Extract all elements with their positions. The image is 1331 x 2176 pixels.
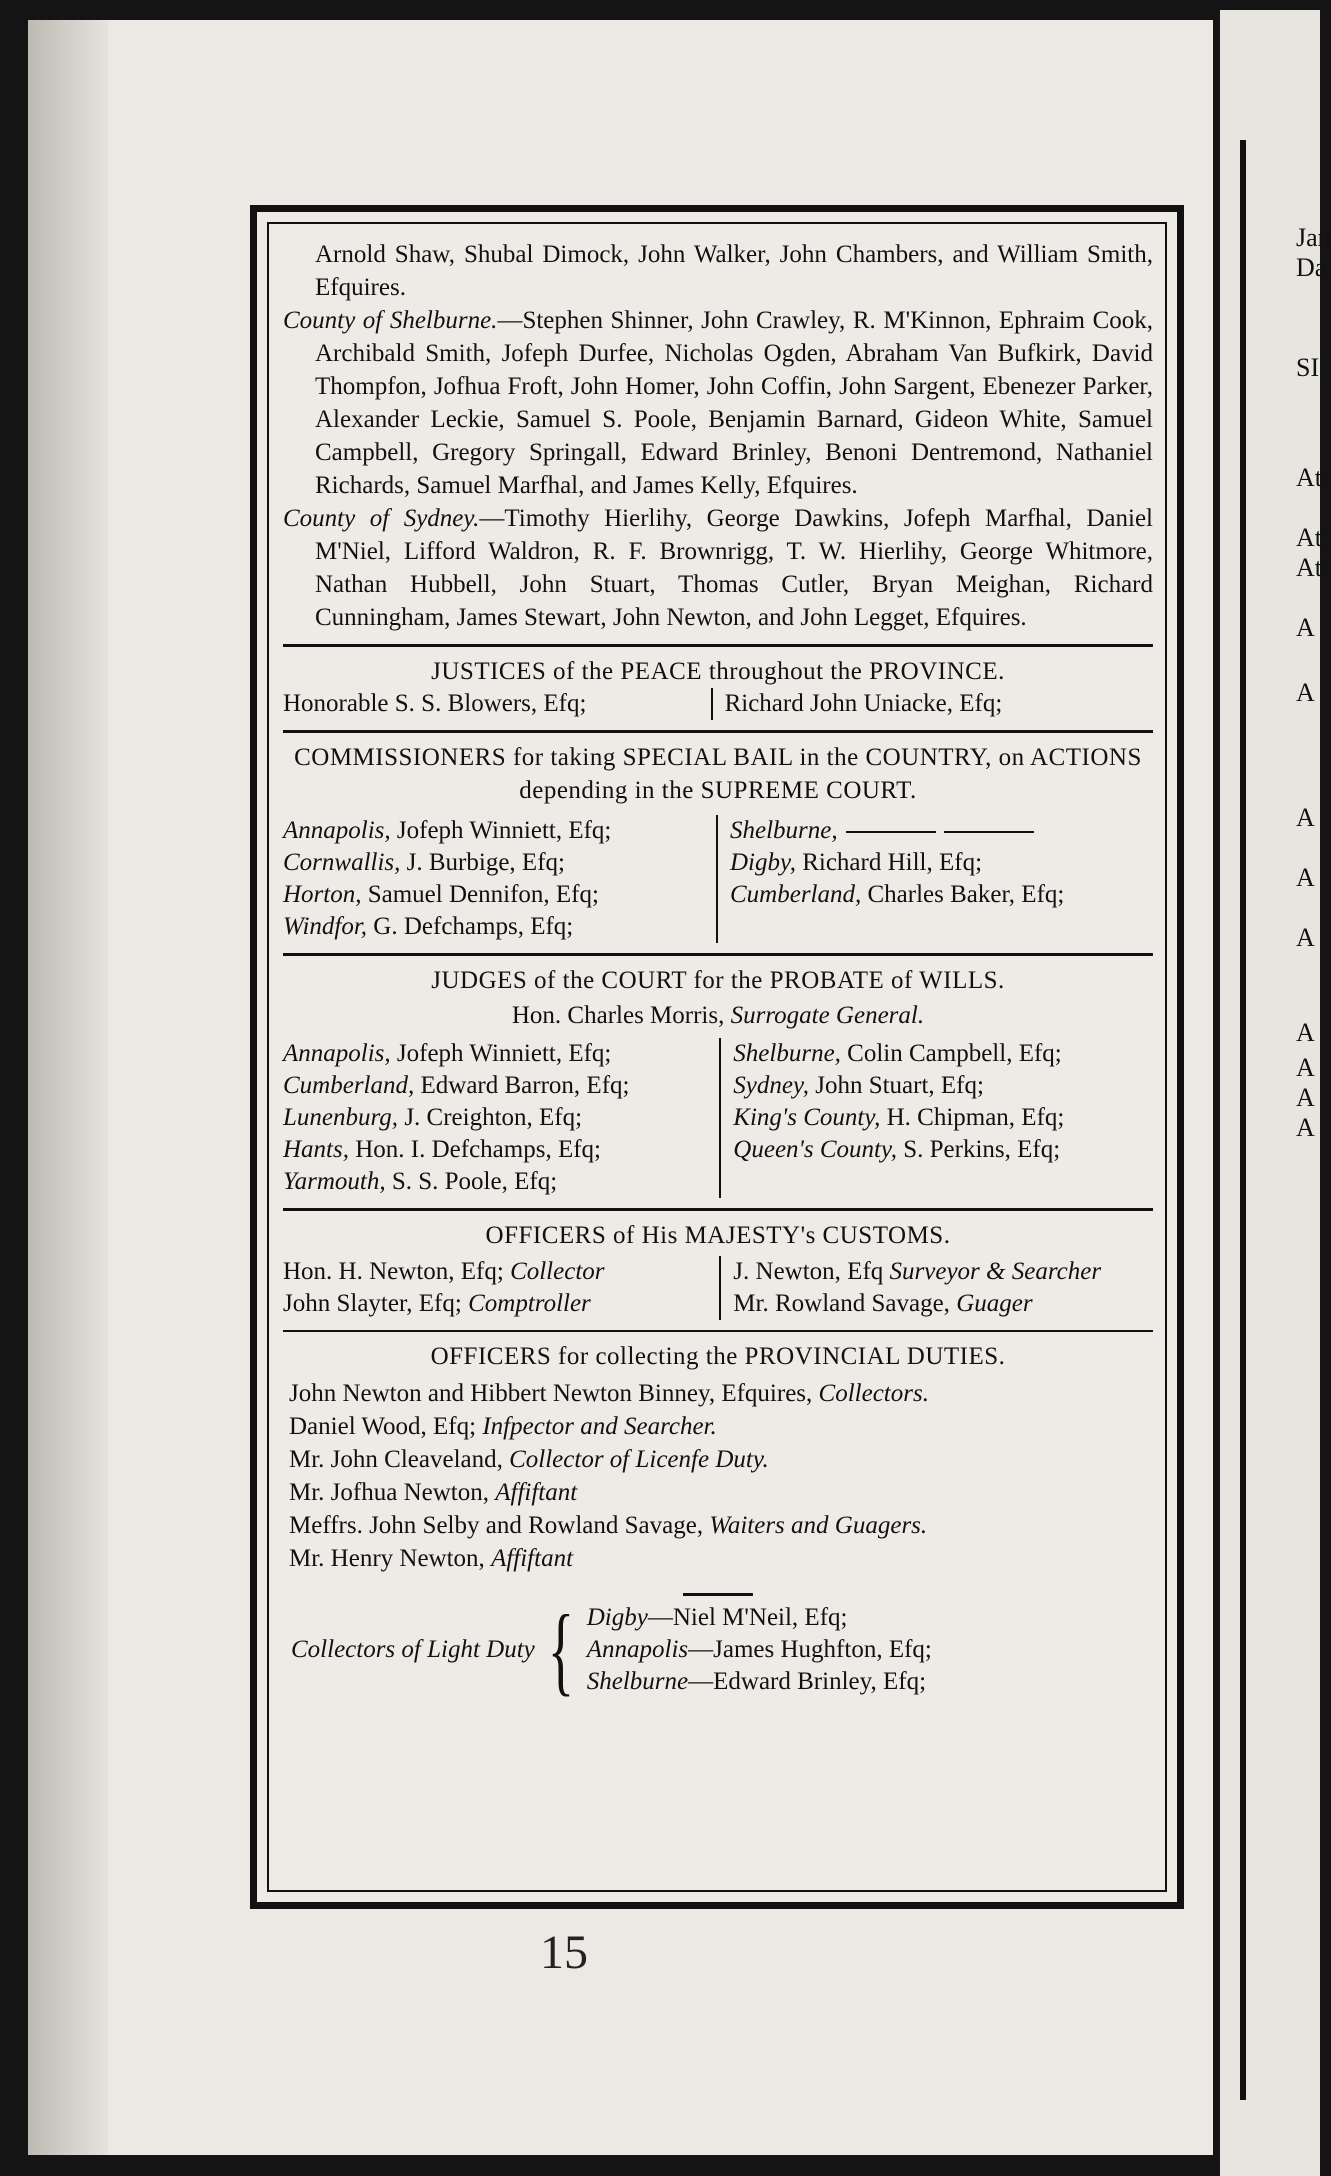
officer-name: J. Newton, Efq	[733, 1258, 884, 1285]
officer-name: J. Burbige, Efq;	[406, 849, 565, 876]
place-label: Cumberland,	[283, 1072, 415, 1099]
justices-left	[283, 688, 713, 720]
sydney-commissioners	[283, 502, 1153, 634]
place-label: Horton,	[283, 881, 362, 908]
place-label: Shelburne,	[730, 817, 838, 844]
officer-name: Jofeph Winniett, Efq;	[396, 817, 612, 844]
justice-name: Honorable S. S. Blowers, Efq;	[283, 690, 587, 717]
facing-fragment: Da	[1296, 253, 1327, 282]
list-item	[289, 1377, 1153, 1410]
facing-fragment: A	[1296, 1018, 1315, 1047]
county-label: County of Shelburne.	[283, 307, 498, 334]
officer-name: G. Defchamps, Efq;	[373, 913, 574, 940]
place-label: Hants,	[283, 1136, 349, 1163]
customs-left	[283, 1256, 721, 1320]
facing-fragment: SI	[1296, 353, 1320, 382]
officer-name: Samuel Dennifon, Efq;	[367, 881, 599, 908]
list-item	[587, 1634, 932, 1666]
facing-fragment: A	[1296, 1083, 1315, 1112]
officer-name: Mr. Rowland Savage,	[733, 1290, 950, 1317]
special-bail-left	[283, 815, 718, 943]
light-duty-label: Collectors of Light Duty	[291, 1636, 535, 1663]
officer-role: Comptroller	[468, 1290, 591, 1317]
section-divider	[283, 644, 1153, 647]
officer-name: Mr. Henry Newton,	[289, 1545, 485, 1572]
list-item	[283, 1166, 709, 1198]
facing-fragment: Jan	[1296, 223, 1331, 252]
list-item	[283, 1256, 709, 1288]
officer-role: Guager	[956, 1290, 1033, 1317]
section-divider	[283, 1208, 1153, 1211]
officer-title: Surrogate General.	[730, 1002, 925, 1029]
section-divider	[283, 1330, 1153, 1332]
list-item	[733, 1288, 1153, 1320]
officer-name: Jofeph Winniett, Efq;	[396, 1040, 612, 1067]
list-item	[289, 1509, 1153, 1542]
place-label: Yarmouth,	[283, 1168, 386, 1195]
place-label: Digby,	[730, 849, 796, 876]
facing-fragment: A	[1296, 678, 1315, 707]
list-item	[283, 1070, 709, 1102]
place-label: Annapolis,	[283, 817, 391, 844]
list-item	[730, 847, 1153, 879]
facing-fragment: A	[1296, 803, 1315, 832]
officer-role: Infpector and Searcher.	[482, 1413, 717, 1440]
officer-role: Affiftant	[495, 1479, 578, 1506]
officer-name: —Edward Brinley, Efq;	[688, 1668, 927, 1695]
list-item	[733, 1038, 1153, 1070]
list-item	[587, 1666, 932, 1698]
list-item	[733, 1102, 1153, 1134]
customs-right	[721, 1256, 1153, 1320]
officer-name: Edward Barron, Efq;	[420, 1072, 630, 1099]
justice-name: Richard John Uniacke, Efq;	[724, 690, 1003, 717]
list-item	[730, 815, 1153, 847]
page-edge-shadow	[28, 20, 108, 2155]
page-mark: 15	[540, 1926, 588, 1979]
officer-name: Mr. John Cleaveland,	[289, 1446, 503, 1473]
probate-heading: JUDGES of the COURT for the PROBATE of WILLS.	[431, 967, 1005, 994]
officer-name: Richard Hill, Efq;	[802, 849, 983, 876]
officer-name: John Slayter, Efq;	[283, 1290, 462, 1317]
facing-fragment: At	[1296, 463, 1322, 492]
list-item	[289, 1476, 1153, 1509]
officer-name: Daniel Wood, Efq;	[289, 1413, 477, 1440]
provincial-list	[283, 1377, 1153, 1575]
list-item	[283, 911, 706, 943]
officer-role: Surveyor & Searcher	[889, 1258, 1102, 1285]
place-label: King's County,	[733, 1104, 881, 1131]
place-label: Cumberland,	[730, 881, 862, 908]
officer-role: Waiters and Guagers.	[709, 1512, 928, 1539]
center-dash	[683, 1593, 753, 1596]
officer-name: Meffrs. John Selby and Rowland Savage,	[289, 1512, 704, 1539]
officer-role: Collectors.	[818, 1380, 929, 1407]
special-bail-list	[283, 815, 1153, 943]
officer-name: S. Perkins, Efq;	[903, 1136, 1061, 1163]
facing-fragment: At	[1296, 553, 1322, 582]
vacant-dash	[846, 831, 936, 833]
place-label: Shelburne,	[733, 1040, 841, 1067]
officer-name: H. Chipman, Efq;	[886, 1104, 1065, 1131]
county-names: —Timothy Hierlihy, George Dawkins, Jofeph Marfhal, Daniel M'Niel, Lifford Waldron, R. F. Brownrigg, T. W. Hierlihy, George Whitmore, Nathan Hubbell, John Stuart, Thomas Cutler, Bryan Meighan, Richard Cunningham, James Stewart, John Newton, and John Legget, Efquires.	[315, 505, 1153, 631]
officer-name: Hon. I. Defchamps, Efq;	[355, 1136, 601, 1163]
surrogate-general	[283, 999, 1153, 1032]
probate-left	[283, 1038, 721, 1198]
officer-role: Collector	[510, 1258, 605, 1285]
list-item	[289, 1443, 1153, 1476]
facing-page-text	[1296, 223, 1331, 2125]
officer-name: Colin Campbell, Efq;	[847, 1040, 1062, 1067]
officer-name: S. S. Poole, Efq;	[391, 1168, 558, 1195]
list-item	[730, 879, 1153, 911]
place-label: Windfor,	[283, 913, 368, 940]
officer-name: Mr. Jofhua Newton,	[289, 1479, 489, 1506]
officer-name: —James Hughfton, Efq;	[688, 1636, 932, 1663]
officer-role: Affiftant	[491, 1545, 574, 1572]
officer-name: Charles Baker, Efq;	[867, 881, 1065, 908]
list-item	[283, 1288, 709, 1320]
list-item	[283, 815, 706, 847]
officer-name: John Newton and Hibbert Newton Binney, Efquires,	[289, 1380, 813, 1407]
officer-name: —Niel M'Neil, Efq;	[647, 1604, 848, 1631]
place-label: Cornwallis,	[283, 849, 401, 876]
officer-role: Collector of Licenfe Duty.	[509, 1446, 769, 1473]
section-divider	[283, 953, 1153, 956]
place-label: Annapolis,	[283, 1040, 391, 1067]
list-item	[283, 1038, 709, 1070]
continued-commissioners: Arnold Shaw, Shubal Dimock, John Walker, John Chambers, and William Smith, Efquires.	[315, 241, 1153, 301]
customs-list	[283, 1256, 1153, 1320]
probate-right	[721, 1038, 1153, 1198]
document-frame	[250, 205, 1184, 1909]
curly-brace-icon: {	[547, 1594, 574, 1705]
list-item	[283, 847, 706, 879]
facing-fragment: A	[1296, 613, 1315, 642]
list-item	[289, 1410, 1153, 1443]
light-duty-block	[291, 1594, 1153, 1705]
facing-page-border	[1240, 140, 1246, 2100]
facing-fragment: A	[1296, 863, 1315, 892]
justices-right	[713, 688, 1153, 720]
facing-fragment: At	[1296, 523, 1322, 552]
place-label: Lunenburg,	[283, 1104, 399, 1131]
provincial-heading: OFFICERS for collecting the PROVINCIAL DUTIES.	[430, 1343, 1006, 1370]
officer-name: J. Creighton, Efq;	[404, 1104, 583, 1131]
county-label: County of Sydney.	[283, 505, 480, 532]
officer-name: Hon. H. Newton, Efq;	[283, 1258, 504, 1285]
probate-list	[283, 1038, 1153, 1198]
facing-fragment: A	[1296, 923, 1315, 952]
list-item	[587, 1602, 932, 1634]
light-duty-list	[587, 1602, 932, 1698]
place-label: Shelburne	[586, 1668, 689, 1695]
facing-fragment: A	[1296, 1053, 1315, 1082]
shelburne-commissioners	[283, 304, 1153, 502]
list-item	[289, 1542, 1153, 1575]
section-divider	[283, 730, 1153, 733]
list-item	[733, 1070, 1153, 1102]
officer-name: John Stuart, Efq;	[815, 1072, 984, 1099]
list-item	[283, 879, 706, 911]
list-item	[283, 1134, 709, 1166]
place-label: Annapolis	[586, 1636, 689, 1663]
place-label: Queen's County,	[733, 1136, 897, 1163]
customs-heading: OFFICERS of His MAJESTY's CUSTOMS.	[485, 1222, 951, 1249]
document-body	[267, 222, 1167, 1892]
officer-name: Hon. Charles Morris,	[511, 1002, 725, 1029]
special-bail-right	[718, 815, 1153, 943]
special-bail-heading: COMMISSIONERS for taking SPECIAL BAIL in the COUNTRY, on ACTIONS depending in the SUPREME COURT.	[294, 744, 1142, 804]
facing-fragment: A	[1296, 1113, 1315, 1142]
list-item	[733, 1134, 1153, 1166]
justices-list	[283, 688, 1153, 720]
justices-heading: JUSTICES of the PEACE throughout the PROVINCE.	[431, 658, 1005, 685]
vacant-dash	[944, 831, 1034, 833]
list-item	[733, 1256, 1153, 1288]
county-names: —Stephen Shinner, John Crawley, R. M'Kinnon, Ephraim Cook, Archibald Smith, Jofeph Durfee, Nicholas Ogden, Abraham Van Bufkirk, David Thompfon, Jofhua Froft, John Homer, John Coffin, John Sargent, Ebenezer Parker, Alexander Leckie, Samuel S. Poole, Benjamin Barnard, Gideon White, Samuel Campbell, Gregory Springall, Edward Brinley, Benoni Dentremond, Nathaniel Richards, Samuel Marfhal, and James Kelly, Efquires.	[315, 307, 1153, 499]
list-item	[283, 1102, 709, 1134]
place-label: Digby	[586, 1604, 648, 1631]
place-label: Sydney,	[733, 1072, 809, 1099]
